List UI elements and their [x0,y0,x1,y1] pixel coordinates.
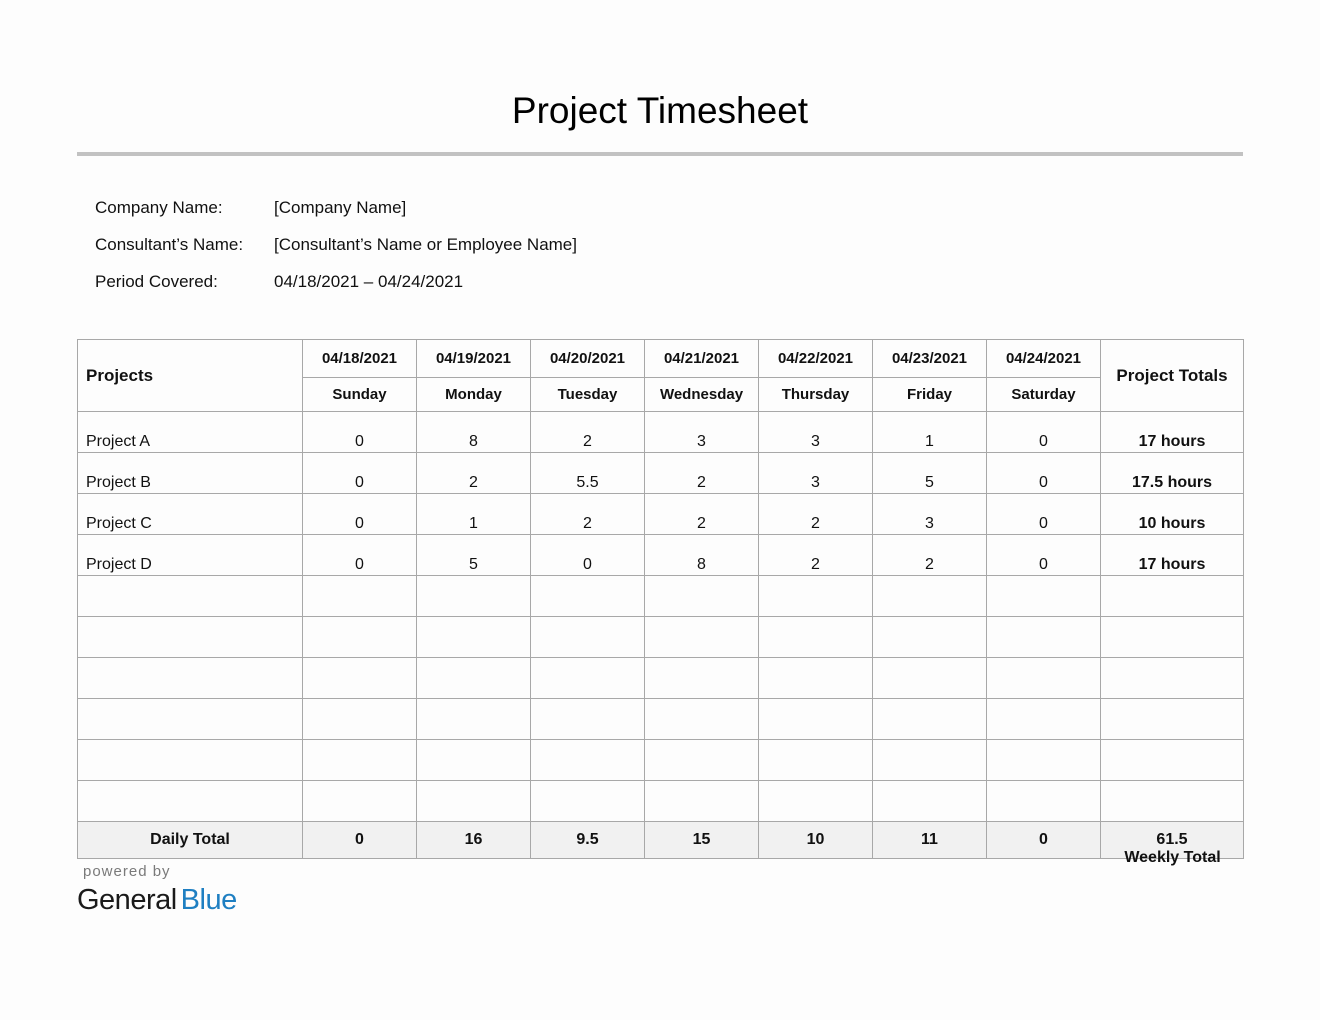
hours-cell[interactable]: 2 [645,494,759,535]
hours-cell[interactable] [873,617,987,658]
project-total-cell [1101,781,1244,822]
hours-cell[interactable] [873,576,987,617]
hours-cell[interactable] [303,658,417,699]
hours-cell[interactable] [987,617,1101,658]
project-total-cell: 17.5 hours [1101,453,1244,494]
hours-cell[interactable] [645,576,759,617]
timesheet-table [77,339,1244,859]
title-divider [77,152,1243,156]
project-total-cell [1101,576,1244,617]
hours-cell[interactable] [759,617,873,658]
hours-cell[interactable] [531,781,645,822]
hours-cell[interactable]: 1 [417,494,531,535]
project-total-cell [1101,617,1244,658]
hours-cell[interactable] [531,699,645,740]
hours-cell[interactable] [303,740,417,781]
weekly-total-label: Weekly Total [1124,849,1221,866]
hours-cell[interactable] [645,699,759,740]
hours-cell[interactable] [987,658,1101,699]
project-name-cell[interactable] [78,617,303,658]
hours-cell[interactable] [645,658,759,699]
hours-cell[interactable] [303,781,417,822]
hours-cell[interactable] [645,740,759,781]
hours-cell[interactable]: 0 [987,535,1101,576]
date-header: 04/19/2021 [417,340,531,378]
hours-cell[interactable] [531,576,645,617]
project-name-cell[interactable] [78,781,303,822]
project-name-cell[interactable] [78,699,303,740]
table-row [78,699,1244,740]
hours-cell[interactable] [645,781,759,822]
hours-cell[interactable] [303,617,417,658]
hours-cell[interactable]: 2 [531,494,645,535]
project-name-cell[interactable]: Project A [78,412,303,453]
hours-cell[interactable]: 2 [873,535,987,576]
hours-cell[interactable] [759,576,873,617]
table-row [78,576,1244,617]
date-header: 04/18/2021 [303,340,417,378]
hours-cell[interactable]: 2 [759,535,873,576]
hours-cell[interactable] [759,781,873,822]
project-name-cell[interactable]: Project B [78,453,303,494]
date-header: 04/23/2021 [873,340,987,378]
timesheet-body [78,412,1244,822]
generalblue-logo[interactable] [77,882,237,918]
date-header: 04/21/2021 [645,340,759,378]
hours-cell[interactable]: 0 [987,494,1101,535]
project-total-cell: 17 hours [1101,412,1244,453]
project-total-cell [1101,740,1244,781]
hours-cell[interactable]: 0 [987,453,1101,494]
hours-cell[interactable]: 5 [873,453,987,494]
hours-cell[interactable]: 0 [303,453,417,494]
project-total-cell: 17 hours [1101,535,1244,576]
projects-header: Projects [78,340,303,412]
daily-total-cell: 0 [303,822,417,859]
consultant-label: Consultant’s Name: [95,235,244,254]
hours-cell[interactable]: 0 [987,412,1101,453]
header-dates-row [78,340,1244,378]
hours-cell[interactable] [645,617,759,658]
table-row [78,781,1244,822]
hours-cell[interactable] [873,781,987,822]
project-name-cell[interactable] [78,740,303,781]
hours-cell[interactable] [303,576,417,617]
day-header: Wednesday [645,378,759,412]
project-name-cell[interactable] [78,576,303,617]
hours-cell[interactable]: 2 [531,412,645,453]
hours-cell[interactable]: 3 [873,494,987,535]
hours-cell[interactable]: 8 [645,535,759,576]
table-row [78,453,1244,494]
hours-cell[interactable] [303,699,417,740]
hours-cell[interactable]: 2 [417,453,531,494]
company-value: [Company Name] [274,198,407,217]
daily-total-cell: 0 [987,822,1101,859]
table-row [78,412,1244,453]
daily-total-row [78,822,1244,859]
hours-cell[interactable]: 8 [417,412,531,453]
hours-cell[interactable]: 0 [531,535,645,576]
table-row [78,535,1244,576]
project-name-cell[interactable] [78,658,303,699]
company-label: Company Name: [95,198,223,217]
hours-cell[interactable] [759,699,873,740]
daily-total-cell: 10 [759,822,873,859]
day-header: Tuesday [531,378,645,412]
grand-total-cell: 61.5 [1101,822,1244,859]
hours-cell[interactable] [417,658,531,699]
period-label: Period Covered: [95,272,218,291]
day-header: Saturday [987,378,1101,412]
hours-cell[interactable] [531,658,645,699]
hours-cell[interactable]: 3 [759,412,873,453]
table-row [78,658,1244,699]
hours-cell[interactable]: 0 [303,412,417,453]
hours-cell[interactable] [759,658,873,699]
table-row [78,617,1244,658]
page-title: Project Timesheet [511,90,809,131]
hours-cell[interactable]: 0 [303,494,417,535]
table-row [78,494,1244,535]
hours-cell[interactable] [987,781,1101,822]
day-header: Thursday [759,378,873,412]
logo-blue: Blue [180,884,237,916]
project-total-cell [1101,658,1244,699]
project-name-cell[interactable]: Project C [78,494,303,535]
project-name-cell[interactable]: Project D [78,535,303,576]
hours-cell[interactable] [987,576,1101,617]
hours-cell[interactable] [531,617,645,658]
day-header: Sunday [303,378,417,412]
day-header: Friday [873,378,987,412]
daily-total-cell: 11 [873,822,987,859]
hours-cell[interactable] [417,617,531,658]
hours-cell[interactable]: 3 [645,412,759,453]
date-header: 04/22/2021 [759,340,873,378]
hours-cell[interactable] [987,740,1101,781]
period-value: 04/18/2021 – 04/24/2021 [274,272,464,291]
hours-cell[interactable]: 1 [873,412,987,453]
daily-total-cell: 15 [645,822,759,859]
hours-cell[interactable] [417,699,531,740]
table-row [78,740,1244,781]
hours-cell[interactable]: 5.5 [531,453,645,494]
daily-total-label: Daily Total [78,822,303,859]
powered-by-text: powered by [83,863,171,880]
hours-cell[interactable]: 2 [759,494,873,535]
daily-total-cell: 16 [417,822,531,859]
hours-cell[interactable] [987,699,1101,740]
hours-cell[interactable]: 0 [303,535,417,576]
hours-cell[interactable] [873,658,987,699]
hours-cell[interactable]: 5 [417,535,531,576]
date-header: 04/20/2021 [531,340,645,378]
hours-cell[interactable] [873,740,987,781]
daily-total-cell: 9.5 [531,822,645,859]
consultant-value: [Consultant’s Name or Employee Name] [274,235,577,254]
hours-cell[interactable] [417,781,531,822]
hours-cell[interactable] [531,740,645,781]
day-header: Monday [417,378,531,412]
project-total-cell: 10 hours [1101,494,1244,535]
hours-cell[interactable] [759,740,873,781]
project-totals-header: Project Totals [1101,340,1244,412]
hours-cell[interactable] [873,699,987,740]
hours-cell[interactable] [417,576,531,617]
hours-cell[interactable]: 3 [759,453,873,494]
logo-general: General [77,884,177,916]
hours-cell[interactable]: 2 [645,453,759,494]
hours-cell[interactable] [417,740,531,781]
project-total-cell [1101,699,1244,740]
date-header: 04/24/2021 [987,340,1101,378]
